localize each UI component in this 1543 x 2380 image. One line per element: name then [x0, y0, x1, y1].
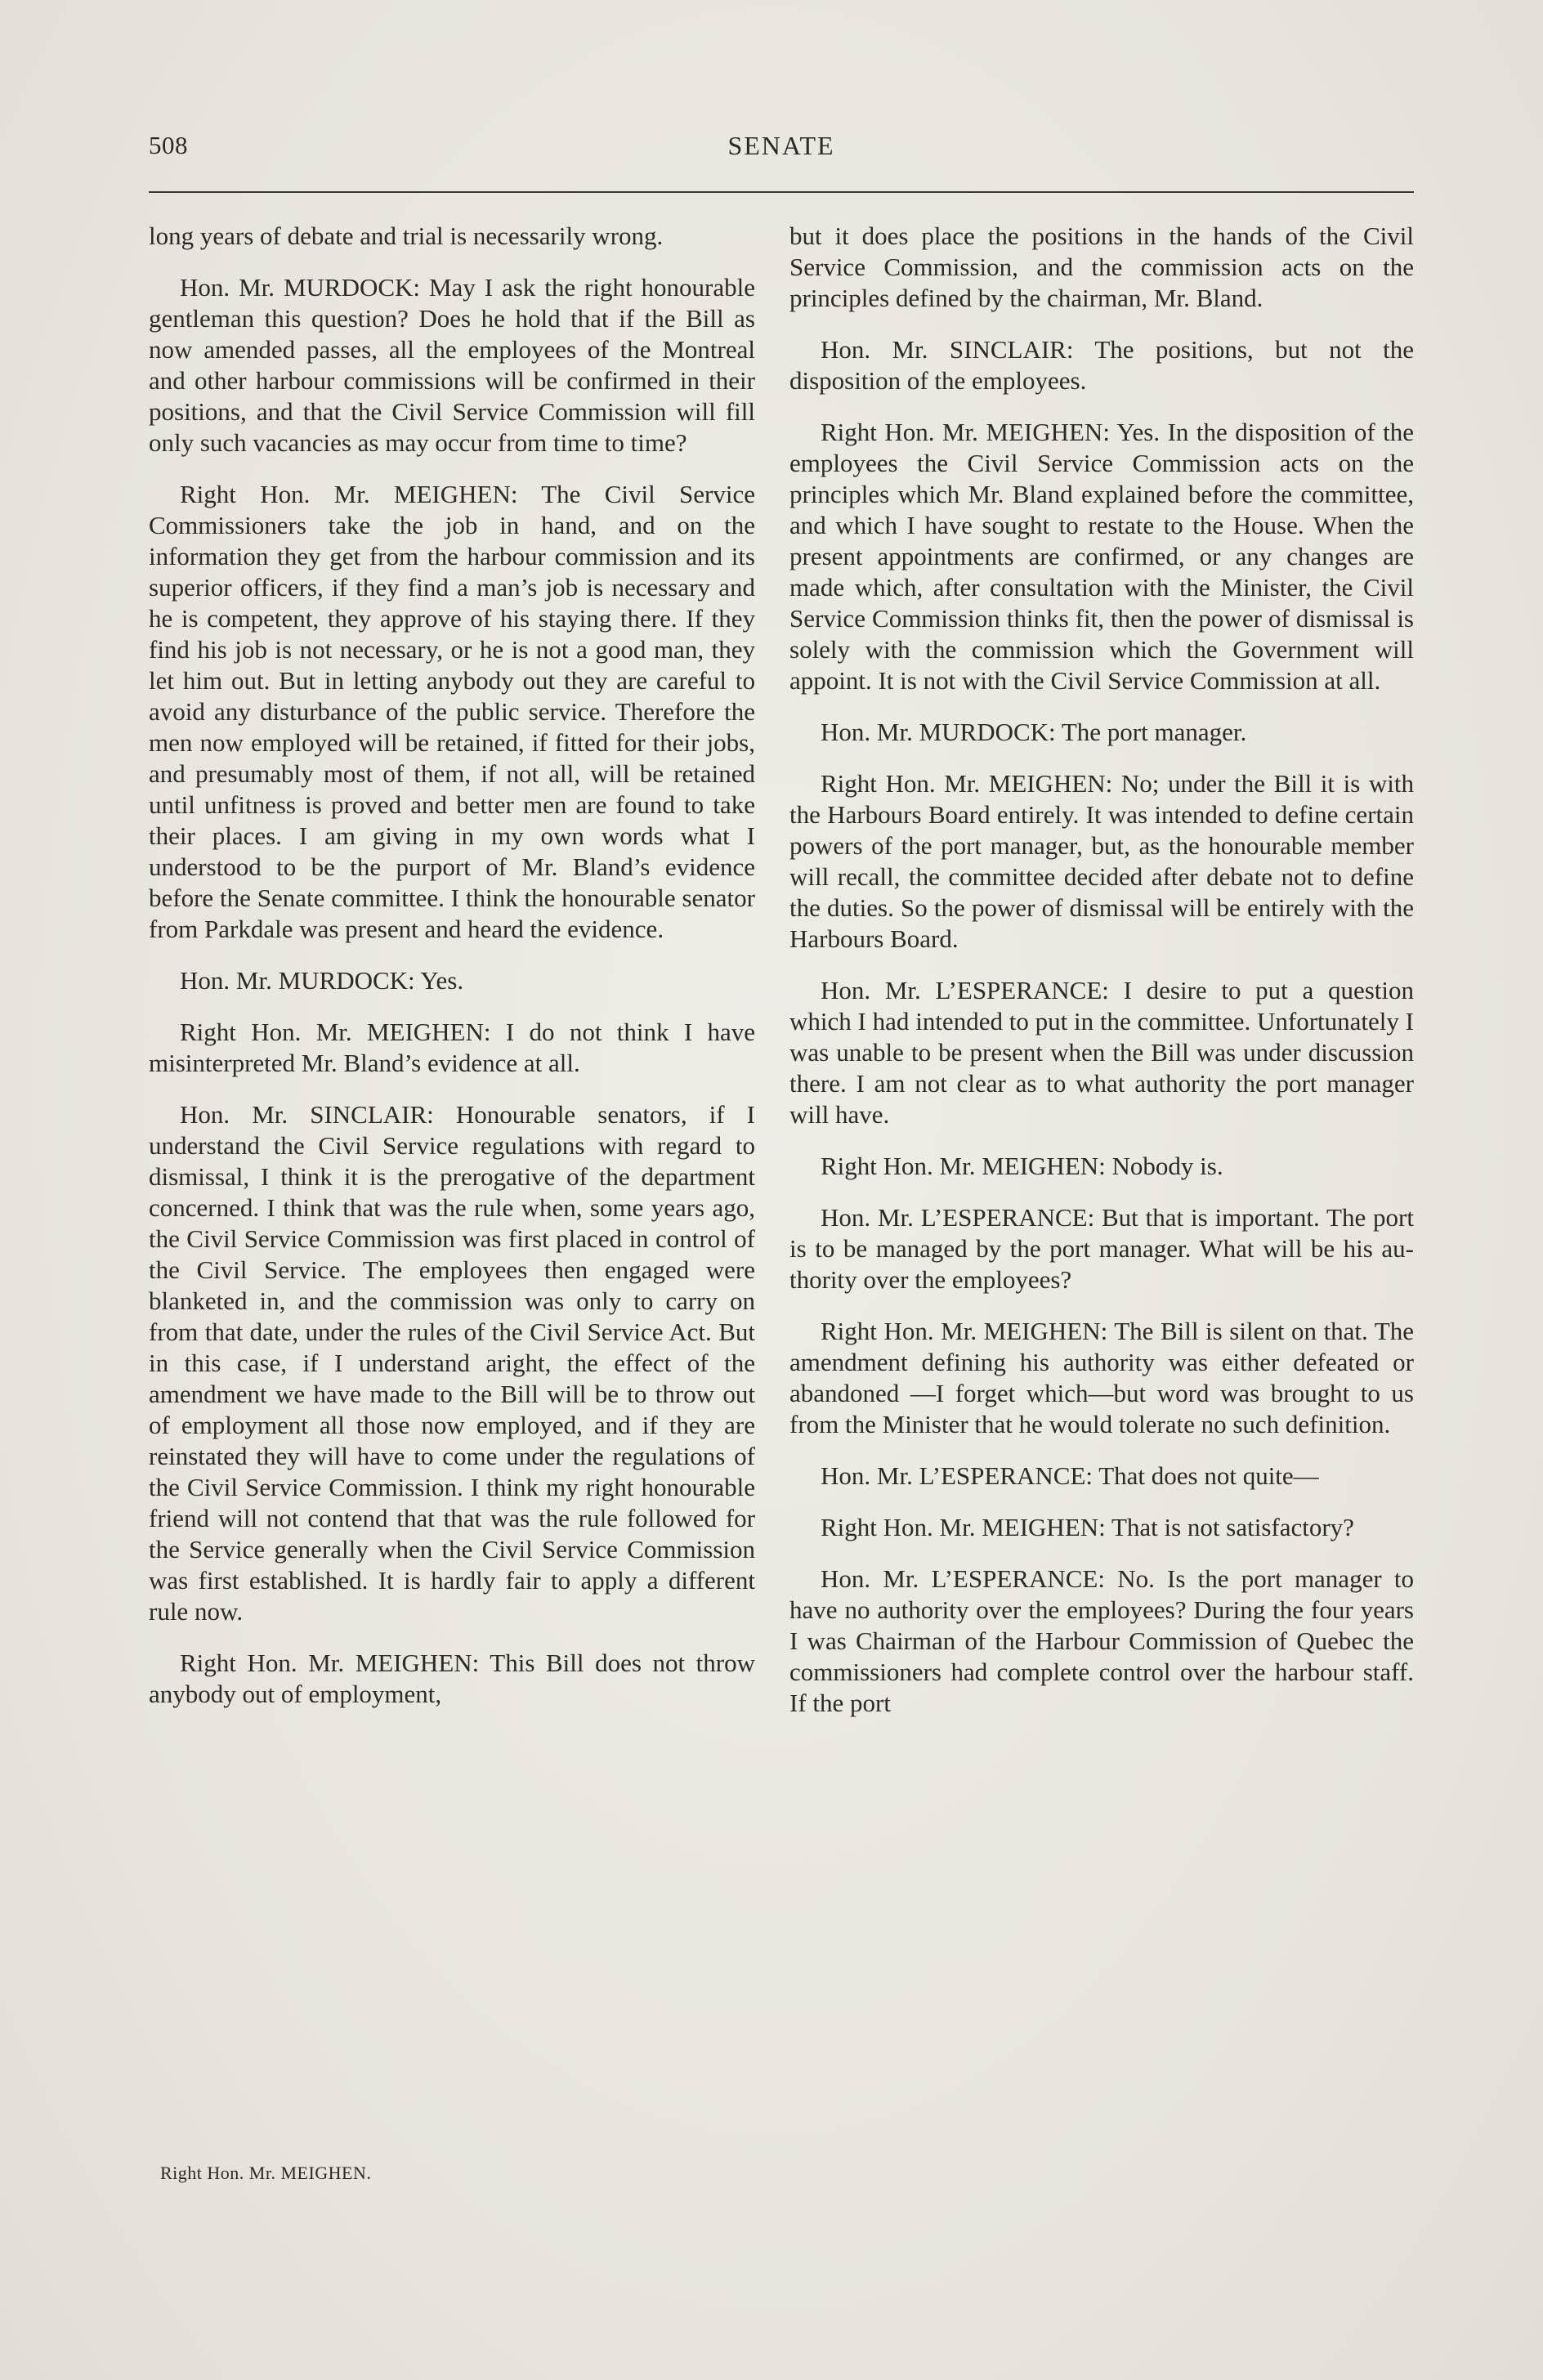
paragraph: Right Hon. Mr. MEIGHEN: This Bill does not throw anybody out of employment,	[149, 1649, 755, 1708]
paragraph: but it does place the positions in the hands of the Civil Service Commission, and the commission acts on the principles defined by the chairman, Mr. Bland.	[789, 221, 1414, 312]
running-head: SENATE	[727, 131, 835, 160]
paragraph: Hon. Mr. MURDOCK: Yes.	[180, 966, 464, 995]
paragraph: Right Hon. Mr. MEIGHEN: That is not satisfactory?	[821, 1513, 1354, 1541]
paragraph: Hon. Mr. L’ESPERANCE: That does not quite—	[821, 1461, 1319, 1490]
paragraph: long years of debate and trial is necessarily wrong.	[149, 221, 664, 250]
paragraph: Hon. Mr. MURDOCK: May I ask the right honourable gentleman this question? Does he hold that if the Bill as now amended passes, all the employees of the Montreal and other harbour commissions will be confirmed in their positions, and that the Civil Service Commission will fill only such vacancies as may occur from time to time?	[149, 273, 755, 457]
paragraph: Right Hon. Mr. MEIGHEN: Yes. In the disposition of the employees the Civil Service Commission acts on the principles which Mr. Bland explained before the committee, and which I have sought to restate to the House. When the present appointments are confirmed, or any changes are made which, after consultation with the Minister, the Civil Service Commission thinks fit, then the power of dismissal is solely with the commission which the Government will appoint. It is not with the Civil Service Commission at all.	[789, 418, 1414, 695]
header-rule	[149, 191, 1414, 193]
paragraph: Hon. Mr. SINCLAIR: Honourable senators, if I understand the Civil Service regulations with regard to dismissal, I think it is the prerogative of the department concerned. I think that was the rule when, some years ago, the Civil Service Commission was first placed in control of the Civil Service. The employees then engaged were blanketed in, and the commission was only to carry on from that date, under the rules of the Civil Service Act. But in this case, if I understand aright, the effect of the amendment we have made to the Bill will be to throw out of employment all those now employed, and if they are reinstated they will have to come under the regulations of the Civil Service Commission. I think my right honourable friend will not contend that that was the rule followed for the Service generally when the Civil Service Commission was first established. It is hardly fair to apply a different rule now.	[149, 1100, 755, 1626]
paragraph: Hon. Mr. L’ESPERANCE: No. Is the port manager to have no authority over the employees? During the four years I was Chairman of the Harbour Commission of Quebec the commissioners had complete control over the harbour staff. If the port	[789, 1564, 1414, 1717]
footer-speaker-name: Right Hon. Mr. MEIGHEN.	[160, 2163, 372, 2183]
paragraph: Hon. Mr. L’ESPERANCE: I desire to put a question which I had intended to put in the committee. Unfortunately I was unable to be present when the Bill was under discussion there. I am not clear as to what authority the port manager will have.	[789, 976, 1414, 1129]
paragraph: Hon. Mr. L’ESPERANCE: But that is important. The port is to be managed by the port manager. What will be his authority over the employees?	[789, 1203, 1414, 1294]
left-column	[149, 221, 755, 1710]
right-column	[789, 221, 1414, 1719]
paragraph: Right Hon. Mr. MEIGHEN: The Bill is silent on that. The amendment defining his authority was either defeated or abandoned —I forget which—but word was brought to us from the Minister that he would tolerate no such definition.	[789, 1317, 1414, 1438]
paragraph: Right Hon. Mr. MEIGHEN: No; under the Bill it is with the Harbours Board entirely. It was intended to define certain powers of the port manager, but, as the honourable member will recall, the committee decided after debate not to define the duties. So the power of dismissal will be entirely with the Harbours Board.	[789, 769, 1414, 953]
paragraph: Hon. Mr. SINCLAIR: The positions, but not the disposition of the employees.	[789, 335, 1414, 395]
paragraph: Right Hon. Mr. MEIGHEN: Nobody is.	[821, 1152, 1223, 1180]
paragraph: Hon. Mr. MURDOCK: The port manager.	[821, 718, 1247, 746]
paragraph: Right Hon. Mr. MEIGHEN: I do not think I have misinterpreted Mr. Bland’s evidence at all.	[149, 1018, 755, 1077]
page-number: 508	[149, 131, 188, 159]
page-header	[149, 131, 1414, 170]
paragraph: Right Hon. Mr. MEIGHEN: The Civil Service Commissioners take the job in hand, and on the information they get from the harbour commission and its superior officers, if they find a man’s job is necessary and he is competent, they approve of his staying there. If they find his job is not necessary, or he is not a good man, they let him out. But in letting anybody out they are careful to avoid any disturbance of the public service. Therefore the men now employed will be retained, if fitted for their jobs, and presumably most of them, if not all, will be retained until unfitness is proved and better men are found to take their places. I am giving in my own words what I understood to be the purport of Mr. Bland’s evidence before the Senate committee. I think the honourable senator from Parkdale was present and heard the evidence.	[149, 480, 755, 943]
